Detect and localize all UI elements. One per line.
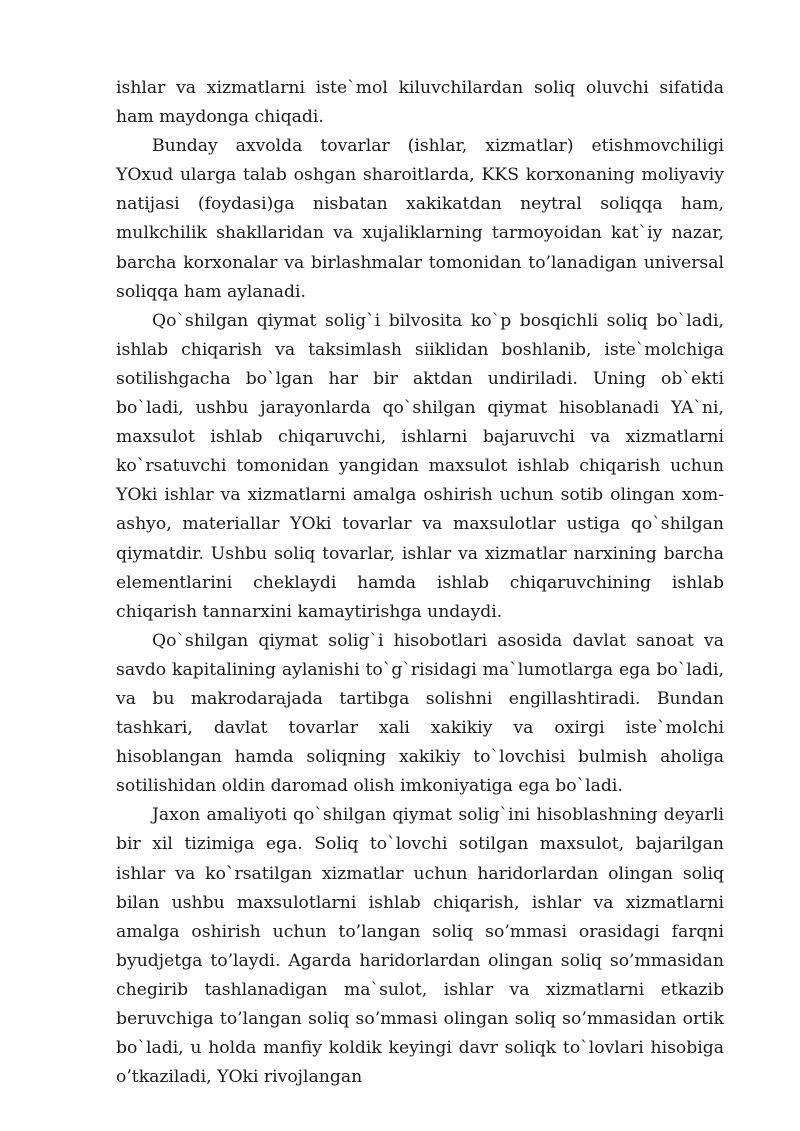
- paragraph-2: Bunday axvolda tovarlar (ishlar, xizmatlar) etishmovchiligi YOxud ularga talab oshgan sharoitlarda, KKS korxonaning moliyaviy natijasi (foydasi)ga nisbatan xakikatdan neytral soliqqa ham, mulkchilik shakllaridan va xujaliklarning tarmoyoidan kat`iy nazar, barcha korxonalar va birlashmalar tomonidan to’lanadigan universal soliqqa ham aylanadi.: [116, 136, 724, 302]
- paragraph-4: Qo`shilgan qiymat solig`i hisobotlari asosida davlat sanoat va savdo kapitalining aylanishi to`g`risidagi ma`lumotlarga ega bo`ladi, va bu makrodarajada tartibga solishni engillashtiradi. Bundan tashkari, davlat tovarlar xali xakikiy va oxirgi iste`molchi hisoblangan hamda soliqning xakikiy to`lovchisi bulmish aholiga sotilishidan oldin daromad olish imkoniyatiga ega bo`ladi.: [116, 630, 724, 797]
- document-page: [116, 74, 724, 1092]
- paragraph-1: ishlar va xizmatlarni iste`mol kiluvchilardan soliq oluvchi sifatida ham maydonga chiqadi.: [116, 78, 724, 128]
- paragraph-3: Qo`shilgan qiymat solig`i bilvosita ko`p bosqichli soliq bo`ladi, ishlab chiqarish va taksimlash siiklidan boshlanib, iste`molchiga sotilishgacha bo`lgan har bir aktdan undiriladi. Uning ob`ekti bo`ladi, ushbu jarayonlarda qo`shilgan qiymat hisoblanadi YA`ni, maxsulot ishlab chiqaruvchi, ishlarni bajaruvchi va xizmatlarni ko`rsatuvchi tomonidan yangidan maxsulot ishlab chiqarish uchun YOki ishlar va xizmatlarni amalga oshirish uchun sotib olingan xom-ashyo, materiallar YOki tovarlar va maxsulotlar ustiga qo`shilgan qiymatdir. Ushbu soliq tovarlar, ishlar va xizmatlar narxining barcha elementlarini cheklaydi hamda ishlab chiqaruvchining ishlab chiqarish tannarxini kamaytirishga undaydi.: [116, 310, 724, 622]
- paragraph-5: Jaxon amaliyoti qo`shilgan qiymat solig`ini hisoblashning deyarli bir xil tizimiga ega. Soliq to`lovchi sotilgan maxsulot, bajarilgan ishlar va ko`rsatilgan xizmatlar uchun haridorlardan olingan soliq bilan ushbu maxsulotlarni ishlab chiqarish, ishlar va xizmatlarni amalga oshirish uchun to’langan soliq so’mmasi orasidagi farqni byudjetga to’laydi. Agarda haridorlardan olingan soliq so’mmasidan chegirib tashlanadigan ma`sulot, ishlar va xizmatlarni etkazib beruvchiga to’langan soliq so’mmasi olingan soliq so’mmasidan ortik bo`ladi, u holda manfiy koldik keyingi davr soliqk to`lovlari hisobiga o’tkaziladi, YOki rivojlangan: [116, 805, 724, 1088]
